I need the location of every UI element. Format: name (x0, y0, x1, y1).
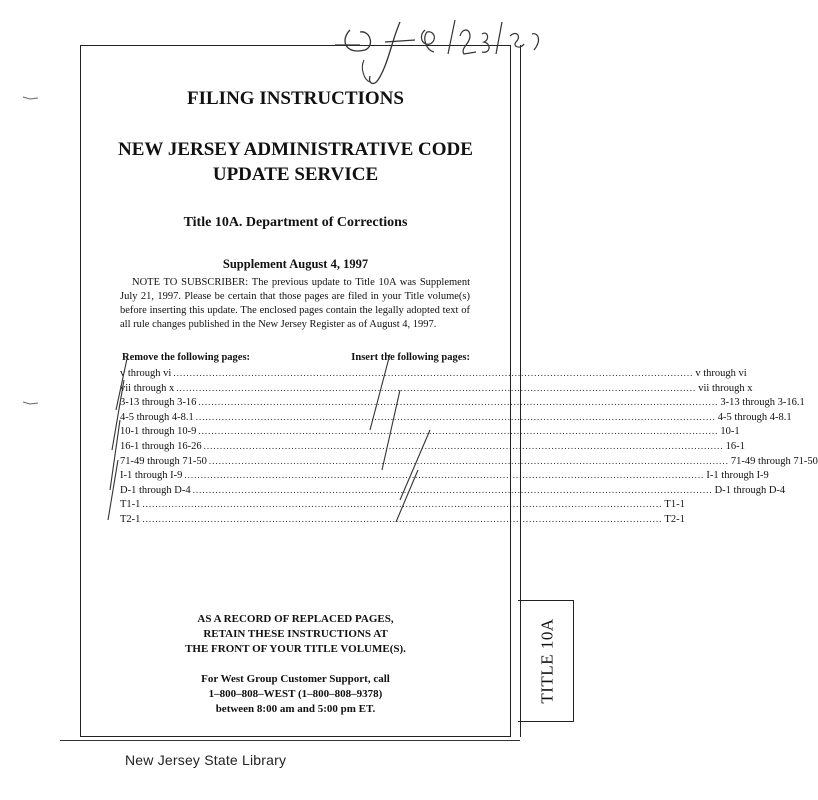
table-row (120, 439, 745, 454)
table-row (120, 483, 786, 498)
record-line-2: RETAIN THESE INSTRUCTIONS AT (203, 628, 388, 640)
leader-dots: ................................................................................................................................................................ (192, 484, 713, 495)
table-row (120, 497, 685, 512)
record-line-1: AS A RECORD OF REPLACED PAGES, (197, 613, 394, 625)
insert-pages: 10-1 (720, 426, 740, 438)
leader-dots: ................................................................................................................................................................ (195, 411, 716, 422)
leader-dots: ................................................................................................................................................................ (198, 397, 719, 408)
leader-dots: ................................................................................................................................................................ (173, 368, 694, 378)
customer-support (80, 672, 511, 717)
table-row (120, 395, 805, 410)
support-line-2: 1–800–808–WEST (1–800–808–9378) (208, 688, 383, 700)
side-tab-label: TITLE 10A (538, 618, 558, 704)
table-row (120, 381, 753, 396)
record-line-3: THE FRONT OF YOUR TITLE VOLUME(S). (185, 643, 406, 655)
remove-pages: T2-1 (120, 513, 141, 525)
margin-mark (22, 400, 40, 406)
note-text: NOTE TO SUBSCRIBER: The previous update to Title 10A was Supplement July 21, 1997. Please be certain that those pages are filed in your Title volume(s) before inserting this update. The enclosed pages contain the legally adopted text of all rule changes published in the New Jersey Register as of August 4, 1997. (120, 277, 470, 330)
supplement-date: Supplement August 4, 1997 (222, 257, 369, 271)
code-title-line-2: UPDATE SERVICE (212, 164, 379, 185)
library-stamp: New Jersey State Library (125, 752, 287, 768)
table-row (120, 468, 769, 483)
leader-dots: ................................................................................................................................................................ (142, 513, 663, 524)
insert-pages: 4-5 through 4-8.1 (717, 411, 792, 423)
remove-header: Remove the following pages: (122, 352, 251, 363)
leader-dots: ................................................................................................................................................................ (184, 470, 705, 481)
insert-pages: 16-1 (725, 440, 745, 452)
table-row (120, 512, 685, 527)
table-row (120, 424, 740, 439)
bottom-rule (60, 740, 520, 741)
remove-pages: 16-1 through 16-26 (120, 440, 202, 452)
leader-dots: ................................................................................................................................................................ (176, 382, 697, 393)
title-name: Title 10A. Department of Corrections (183, 215, 408, 230)
leader-dots: ................................................................................................................................................................ (203, 440, 724, 451)
insert-header: Insert the following pages: (351, 352, 470, 363)
remove-pages: T1-1 (120, 499, 141, 511)
leader-dots: ................................................................................................................................................................ (198, 426, 719, 437)
pages-table (120, 366, 818, 527)
table-row (120, 410, 792, 425)
remove-pages: 3-13 through 3-16 (120, 397, 197, 409)
support-line-1: For West Group Customer Support, call (201, 673, 390, 685)
handwritten-signature-mark (330, 10, 570, 90)
remove-pages: 4-5 through 4-8.1 (120, 411, 194, 423)
record-instructions (80, 612, 511, 657)
insert-pages: 71-49 through 71-50 (730, 455, 818, 467)
code-title (80, 137, 511, 187)
title-side-tab (518, 600, 574, 722)
insert-pages: T1-1 (664, 499, 685, 511)
remove-pages: D-1 through D-4 (120, 484, 191, 496)
insert-pages: D-1 through D-4 (714, 484, 786, 496)
filing-instructions-title: FILING INSTRUCTIONS (187, 88, 404, 109)
remove-pages: vii through x (120, 382, 175, 394)
code-title-line-1: NEW JERSEY ADMINISTRATIVE CODE (118, 139, 473, 160)
insert-pages: I-1 through I-9 (706, 470, 769, 482)
table-row (120, 454, 818, 469)
insert-pages: 3-13 through 3-16.1 (720, 397, 805, 409)
insert-pages: T2-1 (664, 513, 685, 525)
pages-table-header (122, 352, 470, 363)
leader-dots: ................................................................................................................................................................ (142, 499, 663, 510)
note-to-subscriber (120, 276, 470, 332)
remove-pages: 10-1 through 10-9 (120, 426, 197, 438)
remove-pages: I-1 through I-9 (120, 470, 183, 482)
insert-pages: vii through x (698, 382, 753, 394)
margin-mark (22, 95, 40, 101)
insert-pages: v through vi (695, 368, 747, 379)
remove-pages: 71-49 through 71-50 (120, 455, 207, 467)
leader-dots: ................................................................................................................................................................ (208, 455, 729, 466)
support-line-3: between 8:00 am and 5:00 pm ET. (215, 703, 376, 715)
remove-pages: v through vi (120, 368, 172, 379)
table-row (120, 366, 747, 381)
